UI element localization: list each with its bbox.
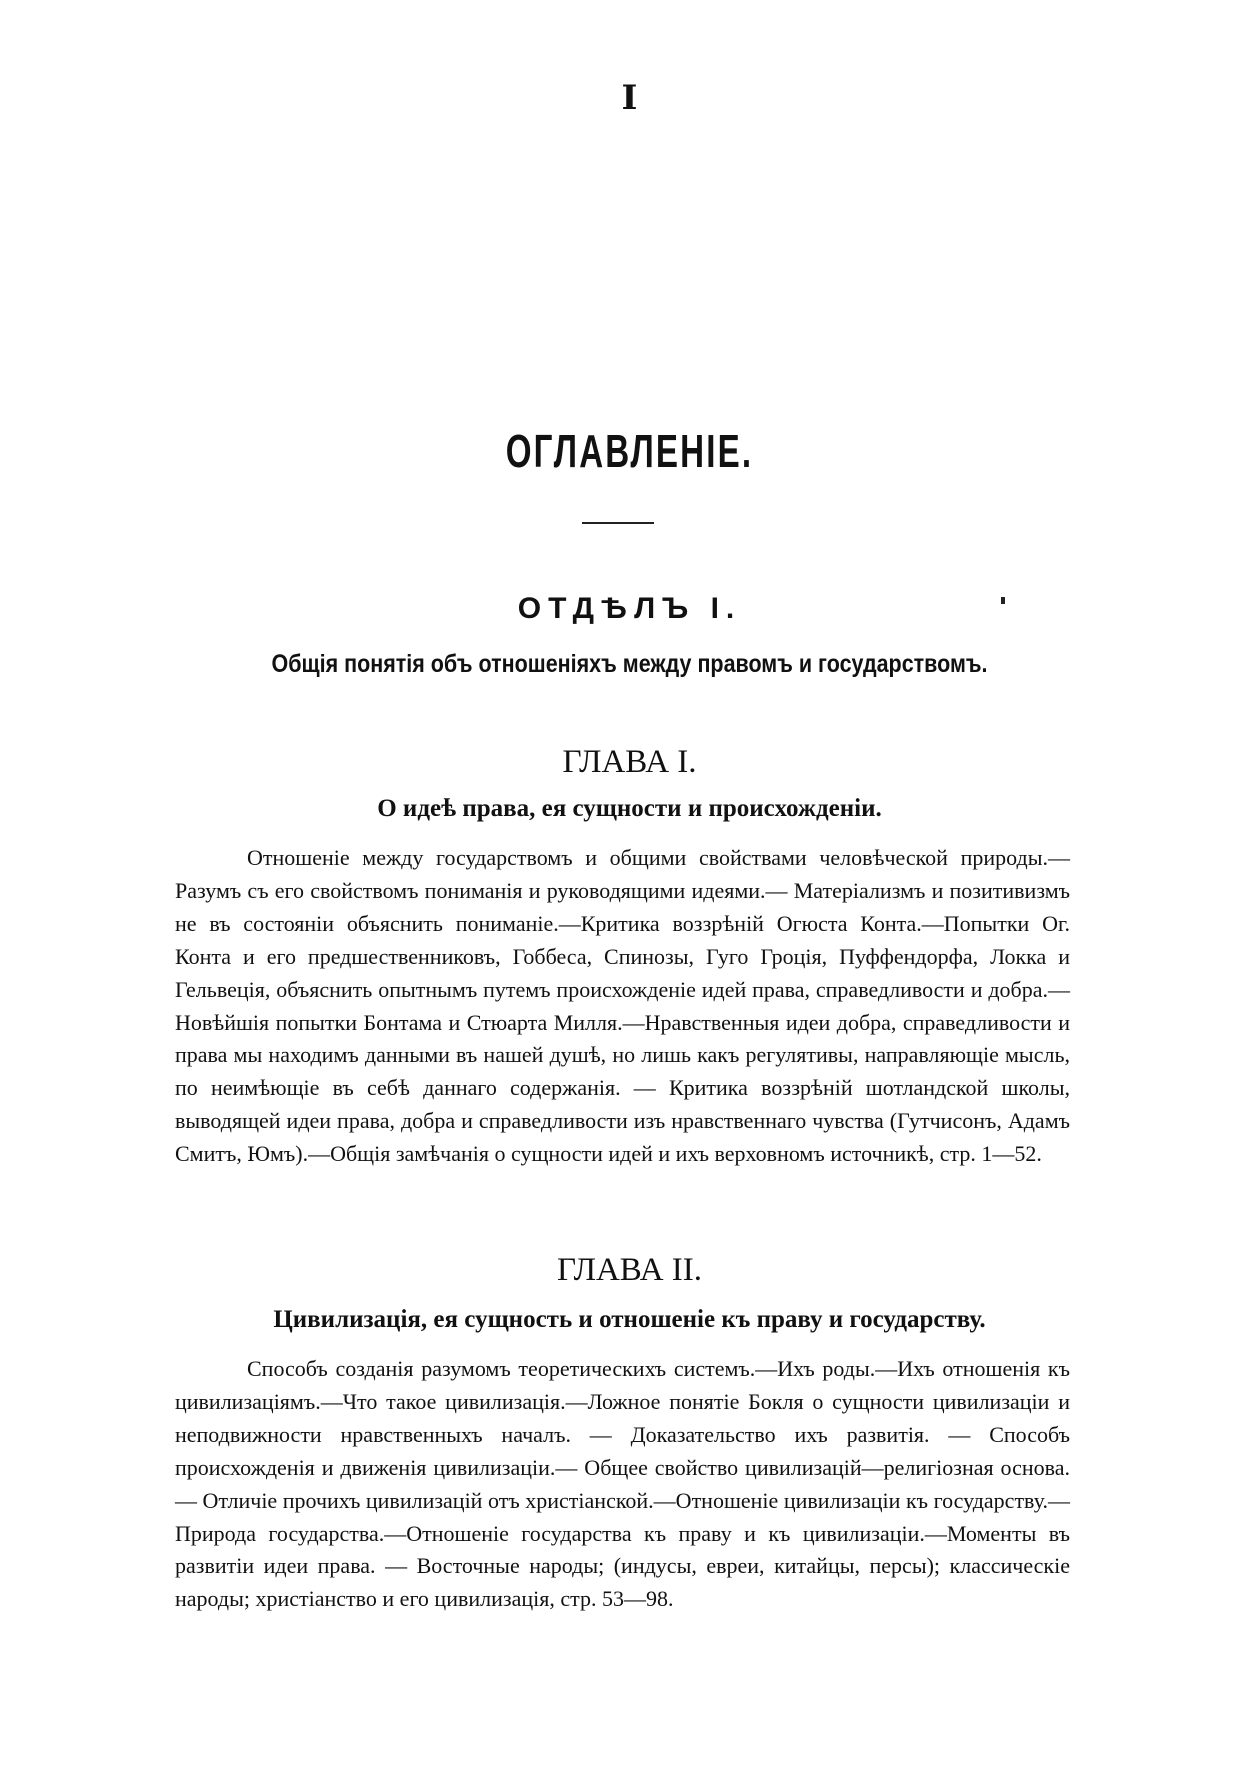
chapter-1-subtitle: О идеѣ права, ея сущности и происхожденіи. [377, 795, 882, 822]
section-subtitle: Общія понятія объ отношеніяхъ между правомъ и государствомъ. [271, 650, 988, 678]
chapter-2-subtitle: Цивилизація, ея сущность и отношеніе къ праву и государству. [273, 1306, 986, 1333]
chapter-1-heading: ГЛАВА I. [562, 744, 697, 780]
chapter-2-heading: ГЛАВА II. [556, 1252, 703, 1288]
section-heading: ОТДѢЛЪ I. [517, 592, 742, 625]
page-number: I [621, 78, 638, 118]
page-title: ОГЛАВЛЕНIЕ. [505, 425, 754, 477]
print-mark [1001, 597, 1005, 604]
chapter-2-summary: Способъ созданія разумомъ теоретическихъ системъ.—Ихъ роды.—Ихъ отношенія къ цивилизаціямъ.—Что такое цивилизація.—Ложное понятіе Бокля о сущности цивилизаціи и неподвижности нравственныхъ началъ. — Доказательство ихъ развитія. — Способъ происхожденія и движенія цивилизаціи.— Общее свойство цивилизацій—религіозная основа.— Отличіе прочихъ цивилизацій отъ христіанской.—Отношеніе цивилизаціи къ государству.—Природа государства.—Отношеніе государства къ праву и къ цивилизаціи.—Моменты въ развитіи идеи права. — Восточные народы; (индусы, евреи, китайцы, персы); классическіе народы; христіанство и его цивилизація, стр. 53—98. [175, 1356, 1070, 1612]
title-divider [582, 522, 654, 524]
chapter-1-summary: Отношеніе между государствомъ и общими свойствами человѣческой природы.—Разумъ съ его свойствомъ пониманія и руководящими идеями.— Матеріализмъ и позитивизмъ не въ состояніи объяснить пониманіе.—Критика воззрѣній Огюста Конта.—Попытки Ог. Конта и его предшественниковъ, Гоббеса, Спинозы, Гуго Гроція, Пуффендорфа, Локка и Гельвеція, объяснить опытнымъ путемъ происхожденіе идей права, справедливости и добра.—Новѣйшія попытки Бонтама и Стюарта Милля.—Нравственныя идеи добра, справедливости и права мы находимъ данными въ нашей душѣ, но лишь какъ регулятивы, направляющіе мысль, по неимѣющіе въ себѣ даннаго содержанія. — Критика воззрѣній шотландской школы, выводящей идеи права, добра и справедливости изъ нравственнаго чувства (Гутчисонъ, Адамъ Смитъ, Юмъ).—Общія замѣчанія о сущности идей и ихъ верховномъ источникѣ, стр. 1—52. [175, 845, 1070, 1167]
